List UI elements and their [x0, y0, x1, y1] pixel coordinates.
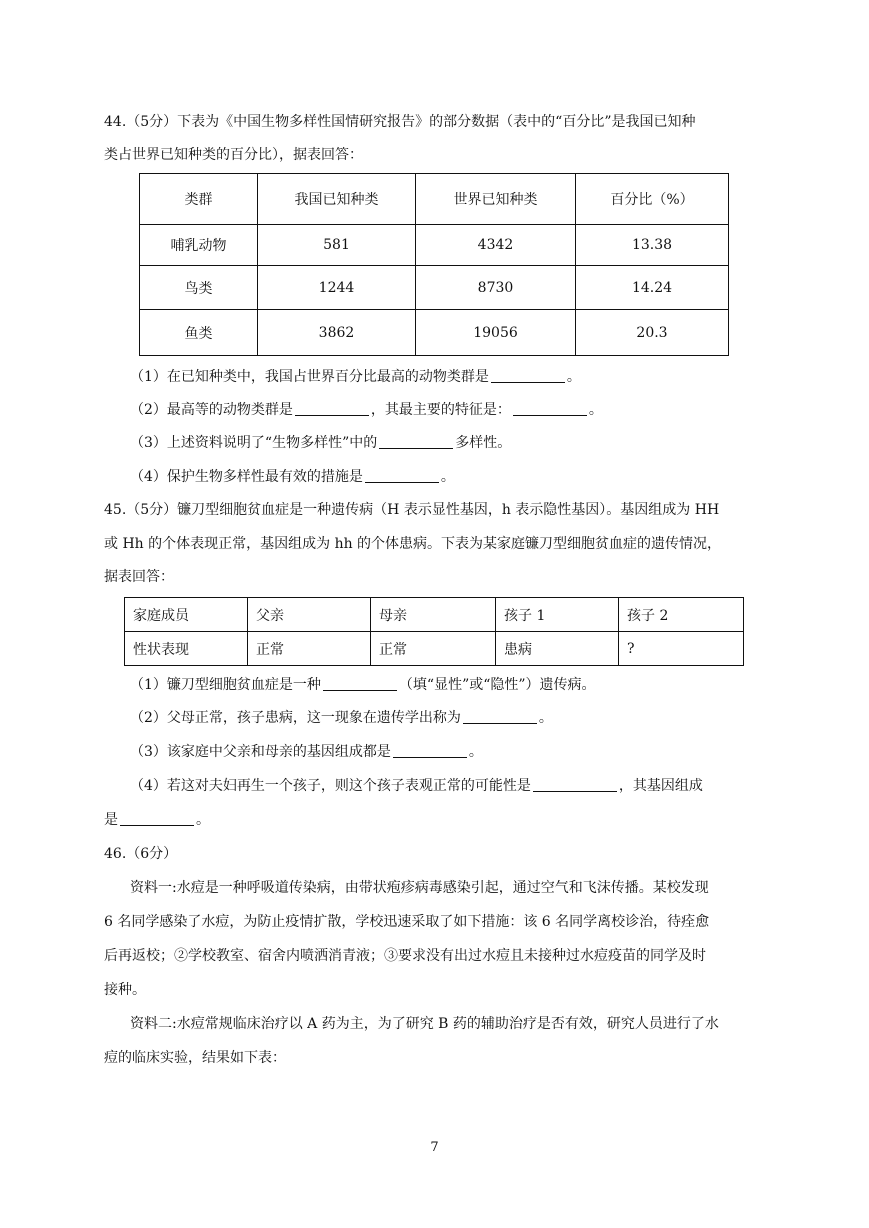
table-row	[125, 598, 744, 632]
table-cell: 4342	[416, 225, 576, 266]
q46-material2-line2: 痘的临床实验，结果如下表：	[104, 1050, 286, 1066]
table-cell: 14.24	[576, 266, 729, 310]
table-cell: 孩子 1	[496, 598, 619, 632]
q44-sub3-text: （3）上述资料说明了“生物多样性”中的	[130, 435, 378, 451]
q45-sub1	[130, 675, 769, 695]
q44-sub1-end: 。	[566, 369, 581, 385]
table-cell: 19056	[416, 310, 576, 356]
q45-sub4	[130, 776, 769, 796]
table-cell: 581	[258, 225, 416, 266]
q46-stem: 46.（6分）	[104, 846, 178, 862]
q45-stem-line3: 据表回答：	[104, 569, 174, 585]
q44-sub2-end: 。	[588, 402, 603, 418]
q45-table	[124, 597, 744, 666]
table-cell: 20.3	[576, 310, 729, 356]
q44-header-group: 类群	[140, 174, 258, 225]
table-cell: 1244	[258, 266, 416, 310]
q44-stem-line1: 44.（5分）下表为《中国生物多样性国情研究报告》的部分数据（表中的“百分比”是我国已知种	[104, 114, 696, 130]
q45-sub2-end: 。	[538, 710, 553, 726]
table-cell: 母亲	[371, 598, 496, 632]
answer-blank[interactable]	[379, 434, 453, 449]
q45-sub4-text: （4）若这对夫妇再生一个孩子，则这个孩子表观正常的可能性是	[130, 778, 531, 794]
q44-sub2-mid: ，其最主要的特征是：	[370, 402, 511, 418]
q46-material1-line1: 资料一:水痘是一种呼吸道传染病，由带状疱疹病毒感染引起，通过空气和飞沫传播。某校发现	[130, 880, 709, 896]
q45-sub4-mid: ，其基因组成	[618, 778, 703, 794]
answer-blank[interactable]	[295, 401, 369, 416]
page-number: 7	[430, 1140, 439, 1155]
q44-stem-line2: 类占世界已知种类的百分比），据表回答：	[104, 147, 363, 163]
table-cell: 家庭成员	[125, 598, 248, 632]
q45-sub1-end: （填“显性”或“隐性”）遗传病。	[398, 677, 596, 693]
q45-stem-line2: 或 Hh 的个体表现正常，基因组成为 hh 的个体患病。下表为某家庭镰刀型细胞贫血症的遗传情况，	[104, 536, 722, 552]
table-cell: 3862	[258, 310, 416, 356]
table-cell: 性状表现	[125, 632, 248, 666]
q45-sub4-end: 。	[196, 812, 210, 828]
q45-sub4-cont-text: 是	[104, 812, 118, 828]
q44-sub3-end: 多样性。	[455, 435, 512, 451]
q45-sub2-text: （2）父母正常，孩子患病，这一现象在遗传学出称为	[130, 710, 461, 726]
q45-sub2	[130, 708, 769, 728]
answer-blank[interactable]	[533, 777, 617, 792]
q45-sub3-end: 。	[468, 744, 483, 760]
q45-sub3	[130, 742, 769, 762]
answer-blank[interactable]	[120, 811, 194, 826]
q44-header-percent: 百分比（%）	[576, 174, 729, 225]
answer-blank[interactable]	[365, 468, 439, 483]
q45-sub3-text: （3）该家庭中父亲和母亲的基因组成都是	[130, 744, 391, 760]
answer-blank[interactable]	[513, 401, 587, 416]
table-cell: ?	[619, 632, 744, 666]
q44-sub2-text: （2）最高等的动物类群是	[130, 402, 293, 418]
q44-sub4-end: 。	[440, 469, 455, 485]
table-cell: 正常	[371, 632, 496, 666]
q46-material1-line3: 后再返校；②学校教室、宿舍内喷洒消青液；③要求没有出过水痘且未接种过水痘疫苗的同学及时	[104, 948, 706, 964]
table-cell: 患病	[496, 632, 619, 666]
table-row	[140, 225, 729, 266]
q44-sub1-text: （1）在已知种类中，我国占世界百分比最高的动物类群是	[130, 369, 489, 385]
q44-sub4-text: （4）保护生物多样性最有效的措施是	[130, 469, 363, 485]
q45-sub4-cont	[104, 810, 769, 830]
q44-header-world: 世界已知种类	[416, 174, 576, 225]
q44-table	[139, 173, 729, 356]
table-row	[140, 266, 729, 310]
table-cell: 鱼类	[140, 310, 258, 356]
q44-header-china: 我国已知种类	[258, 174, 416, 225]
answer-blank[interactable]	[491, 368, 565, 383]
q44-sub1	[130, 367, 769, 387]
table-row	[140, 310, 729, 356]
table-cell: 父亲	[248, 598, 371, 632]
q46-material1-line4: 接种。	[104, 982, 146, 998]
table-cell: 13.38	[576, 225, 729, 266]
answer-blank[interactable]	[323, 676, 397, 691]
q44-sub2	[130, 400, 769, 420]
table-cell: 正常	[248, 632, 371, 666]
answer-blank[interactable]	[393, 743, 467, 758]
q45-sub1-text: （1）镰刀型细胞贫血症是一种	[130, 677, 321, 693]
q46-material1-line2: 6 名同学感染了水痘，为防止疫情扩散，学校迅速采取了如下措施：该 6 名同学离校诊治，待痊愈	[104, 914, 710, 930]
q46-material2-line1: 资料二:水痘常规临床治疗以 A 药为主，为了研究 B 药的辅助治疗是否有效，研究人员进行了水	[130, 1016, 719, 1032]
table-cell: 8730	[416, 266, 576, 310]
q44-sub3	[130, 433, 769, 453]
q44-sub4	[130, 467, 769, 487]
answer-blank[interactable]	[463, 709, 537, 724]
table-cell: 哺乳动物	[140, 225, 258, 266]
q45-stem-line1: 45.（5分）镰刀型细胞贫血症是一种遗传病（H 表示显性基因，h 表示隐性基因）。基因组成为 HH	[104, 502, 720, 518]
table-row	[125, 632, 744, 666]
table-cell: 鸟类	[140, 266, 258, 310]
table-cell: 孩子 2	[619, 598, 744, 632]
